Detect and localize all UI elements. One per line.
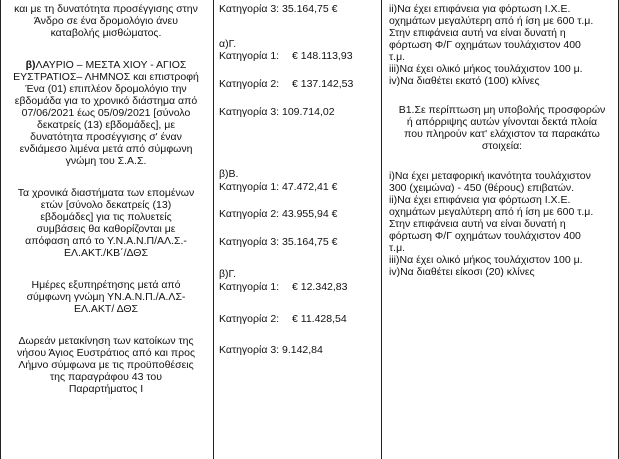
- text-line: φόρτωση Φ/Γ οχημάτων τουλάχιστον 400: [389, 230, 581, 242]
- text-line: νήσου Άγιος Ευστράτιος από και προς: [16, 347, 196, 359]
- text-line: οχημάτων μεγαλύτερη από ή ίση με 600 τ.μ.: [389, 15, 594, 27]
- service-days-block: [4, 279, 208, 315]
- text-line: ii)Να έχει επιφάνεια για φόρτωση Ι.Χ.Ε.: [389, 194, 571, 206]
- text-line: 300 (χειμώνα) - 450 (θέρους) επιβατών.: [389, 182, 575, 194]
- column-divider-1: [213, 0, 214, 459]
- text-line: γνώμη του Σ.Α.Σ.: [65, 155, 147, 167]
- bb-cat1-row: Κατηγορία 1: 47.472,41 €: [219, 181, 338, 193]
- ag-cat2-value: € 137.142,53: [292, 78, 354, 90]
- text-line: οχημάτων μεγαλύτερη από ή ίση με 600 τ.μ.: [389, 206, 594, 218]
- text-line: εβδομάδες] για τις πολυετείς: [40, 211, 172, 223]
- requirements-b-block: [389, 170, 615, 278]
- bg-cat1-row: [219, 281, 348, 293]
- text-line: Β1.Σε περίπτωση μη υποβολής προσφορών: [398, 104, 606, 116]
- text-line: ή απόρριψης αυτών γίνονται δεκτά πλοία: [406, 116, 598, 128]
- text-line: Παραρτήματος Ι: [68, 383, 144, 395]
- timespans-block: [4, 187, 208, 259]
- text-line: στοιχεία:: [481, 140, 523, 152]
- group-ag-label: α)Γ.: [219, 38, 237, 50]
- text-line: σύμφωνη γνώμη ΥΝ.Α.Ν.Π./Α.ΛΣ-: [26, 291, 186, 303]
- table-border-left: [0, 0, 1, 459]
- text-line: που πληρούν κατ' ελάχιστον τα παρακάτω: [404, 128, 600, 140]
- text-line: τ.μ.: [389, 51, 406, 63]
- route-b-heading: [4, 59, 208, 71]
- text-line: Λήμνο σύμφωνα με τις προϋποθέσεις: [18, 359, 194, 371]
- requirements-a-block: [389, 3, 615, 87]
- text-line: Άνδρο σε ένα δρομολόγιο άνευ: [33, 15, 178, 27]
- bg-cat1-value: € 12.342,83: [292, 281, 348, 293]
- text-line: iii)Να έχει ολικό μήκος τουλάχιστον 100 μ.: [389, 63, 583, 75]
- text-line: φόρτωση Φ/Γ οχημάτων τουλάχιστον 400: [389, 39, 581, 51]
- b1-intro-block: [389, 104, 615, 152]
- bb-cat3-row: Κατηγορία 3: 35.164,75 €: [219, 236, 338, 248]
- text-line: ΕΛ.ΑΚΤ./ΚΒ΄/ΔΘΣ: [64, 247, 148, 259]
- text-line: δεκατρείς (13) εβδομάδες], με: [36, 119, 175, 131]
- route-b-block: [4, 59, 208, 167]
- top-cat3-row: Κατηγορία 3: 35.164,75 €: [219, 3, 338, 15]
- text-line: Στην επιφάνεια αυτή να είναι δυνατή η: [389, 27, 566, 39]
- text-line: iv)Να διαθέτει είκοσι (20) κλίνες: [389, 266, 535, 278]
- free-transport-block: [4, 335, 208, 395]
- text-line: 07/06/2021 έως 05/09/2021 [σύνολο: [21, 107, 191, 119]
- text-line: ii)Να έχει επιφάνεια για φόρτωση Ι.Χ.Ε.: [389, 3, 571, 15]
- text-line: εβδομάδα για το χρονικό διάστημα από: [14, 95, 198, 107]
- vessel-requirements-column: [389, 3, 615, 278]
- bb-cat2-row: Κατηγορία 2: 43.955,94 €: [219, 208, 338, 220]
- group-bg-label: β)Γ.: [219, 268, 237, 280]
- ag-cat1-label: Κατηγορία 1:: [219, 50, 280, 62]
- route-description-column: [4, 3, 208, 395]
- bg-cat3-row: Κατηγορία 3: 9.142,84: [219, 344, 323, 356]
- column-divider-2: [381, 0, 382, 459]
- text-line: Δωρεάν μετακίνηση των κατοίκων της: [18, 335, 194, 347]
- text-line: Ημέρες εξυπηρέτησης μετά από: [31, 279, 181, 291]
- text-line: καταβολής μισθώματος.: [50, 27, 162, 39]
- route-b-title: ΛΑΥΡΙΟ – ΜΕΣΤΑ ΧΙΟΥ - ΑΓΙΟΣ: [35, 59, 187, 71]
- ag-cat1-row: [219, 50, 353, 62]
- text-line: iii)Να έχει ολικό μήκος τουλάχιστον 100 μ.: [389, 254, 583, 266]
- text-line: Στην επιφάνεια αυτή να είναι δυνατή η: [389, 218, 566, 230]
- compensation-column: [219, 3, 367, 453]
- text-line: ΕΛ.ΑΚΤ/ ΔΘΣ: [73, 303, 139, 315]
- text-line: ενδιάμεσο λιμένα μετά από σύμφωνη: [19, 143, 193, 155]
- ag-cat2-label: Κατηγορία 2:: [219, 78, 280, 90]
- bg-cat2-label: Κατηγορία 2:: [219, 313, 280, 325]
- text-line: και με τη δυνατότητα προσέγγισης στην: [14, 3, 198, 15]
- text-line: απόφαση από το Υ.Ν.Α.Ν.Π/ΑΛ.Σ.-: [25, 235, 187, 247]
- ag-cat1-value: € 148.113,93: [292, 50, 353, 62]
- bg-cat1-label: Κατηγορία 1:: [219, 281, 280, 293]
- text-line: Τα χρονικά διαστήματα των επομένων: [17, 187, 195, 199]
- text-line: iv)Να διαθέτει εκατό (100) κλίνες: [389, 75, 540, 87]
- text-line: ΕΥΣΤΡΑΤΙΟΣ– ΛΗΜΝΟΣ και επιστροφή: [13, 71, 199, 83]
- text-line: τ.μ.: [389, 242, 406, 254]
- text-line: της παραγράφου 43 του: [50, 371, 162, 383]
- group-bb-label: β)Β.: [219, 168, 239, 180]
- intro-block: [4, 3, 208, 39]
- text-line: Ένα (01) επιπλέον δρομολόγιο την: [25, 83, 187, 95]
- ag-cat2-row: [219, 78, 354, 90]
- text-line: συμβάσεις θα καθορίζονται με: [36, 223, 176, 235]
- text-line: δυνατότητα προσέγγισης σ' έναν: [30, 131, 182, 143]
- ag-cat3-row: Κατηγορία 3: 109.714,02: [219, 106, 335, 118]
- text-line: i)Να έχει μεταφορική ικανότητα τουλάχιστον: [389, 170, 591, 182]
- bg-cat2-value: € 11.428,54: [292, 313, 347, 325]
- bg-cat2-row: [219, 313, 347, 325]
- text-line: ετών [σύνολο δεκατρείς (13): [40, 199, 172, 211]
- route-b-prefix: β): [25, 59, 36, 71]
